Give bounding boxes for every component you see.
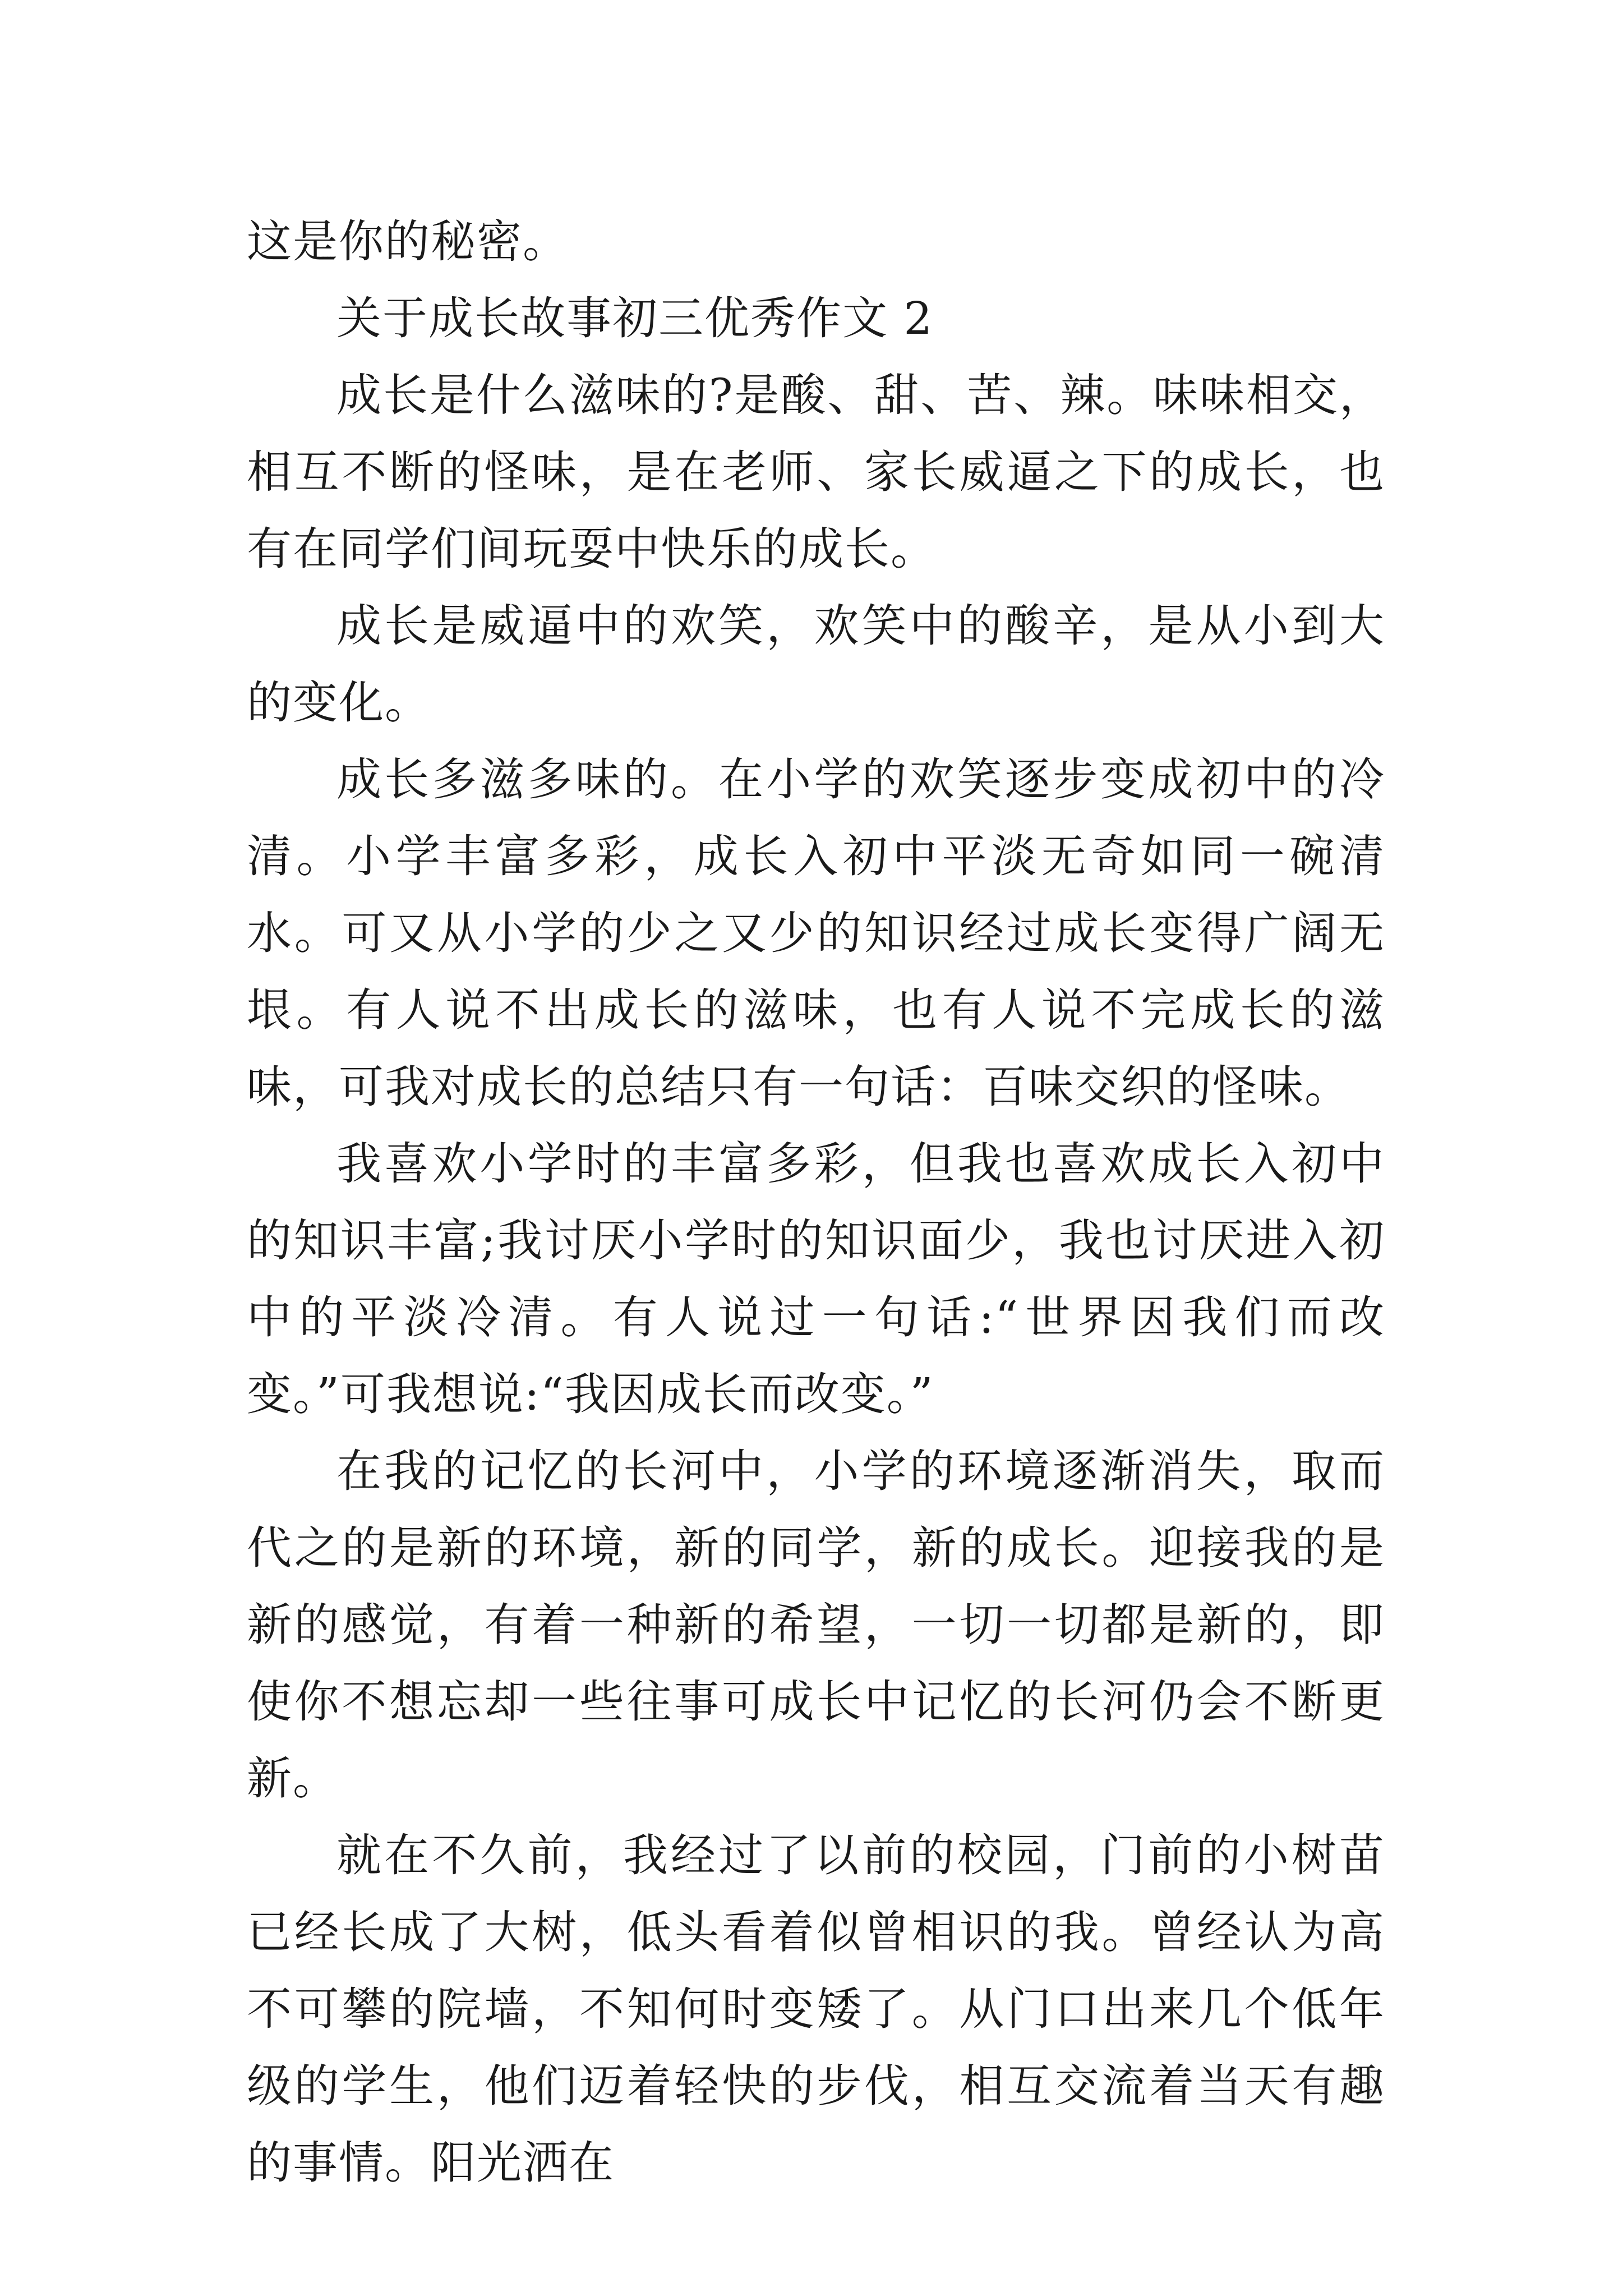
paragraph: 我喜欢小学时的丰富多彩，但我也喜欢成长入初中的知识丰富;我讨厌小学时的知识面少，我也讨厌进入初中的平淡冷清。有人说过一句话:“世界因我们而改变。”可我想说:“我因成长而改变。” <box>247 1138 1385 1420</box>
essay-title: 关于成长故事初三优秀作文 2 <box>336 292 934 344</box>
paragraph: 成长是什么滋味的?是酸、甜、苦、辣。味味相交，相互不断的怪味，是在老师、家长威逼之下的成长，也有在同学们间玩耍中快乐的成长。 <box>247 369 1385 575</box>
paragraph: 成长多滋多味的。在小学的欢笑逐步变成初中的冷清。小学丰富多彩，成长入初中平淡无奇如同一碗清水。可又从小学的少之又少的知识经过成长变得广阔无垠。有人说不出成长的滋味，也有人说不完成长的滋味，可我对成长的总结只有一句话：百味交织的怪味。 <box>247 753 1385 1113</box>
paragraph: 在我的记忆的长河中，小学的环境逐渐消失，取而代之的是新的环境，新的同学，新的成长。迎接我的是新的感觉，有着一种新的希望，一切一切都是新的，即使你不想忘却一些往事可成长中记忆的长河仍会不断更新。 <box>247 1445 1385 1805</box>
paragraph-continuation: 这是你的秘密。 <box>247 215 569 268</box>
paragraph: 就在不久前，我经过了以前的校园，门前的小树苗已经长成了大树，低头看着似曾相识的我。曾经认为高不可攀的院墙，不知何时变矮了。从门口出来几个低年级的学生，他们迈着轻快的步伐，相互交流着当天有趣的事情。阳光洒在 <box>247 1829 1385 2189</box>
essay-body <box>247 203 1385 2201</box>
paragraph: 成长是威逼中的欢笑，欢笑中的酸辛，是从小到大的变化。 <box>247 600 1385 729</box>
